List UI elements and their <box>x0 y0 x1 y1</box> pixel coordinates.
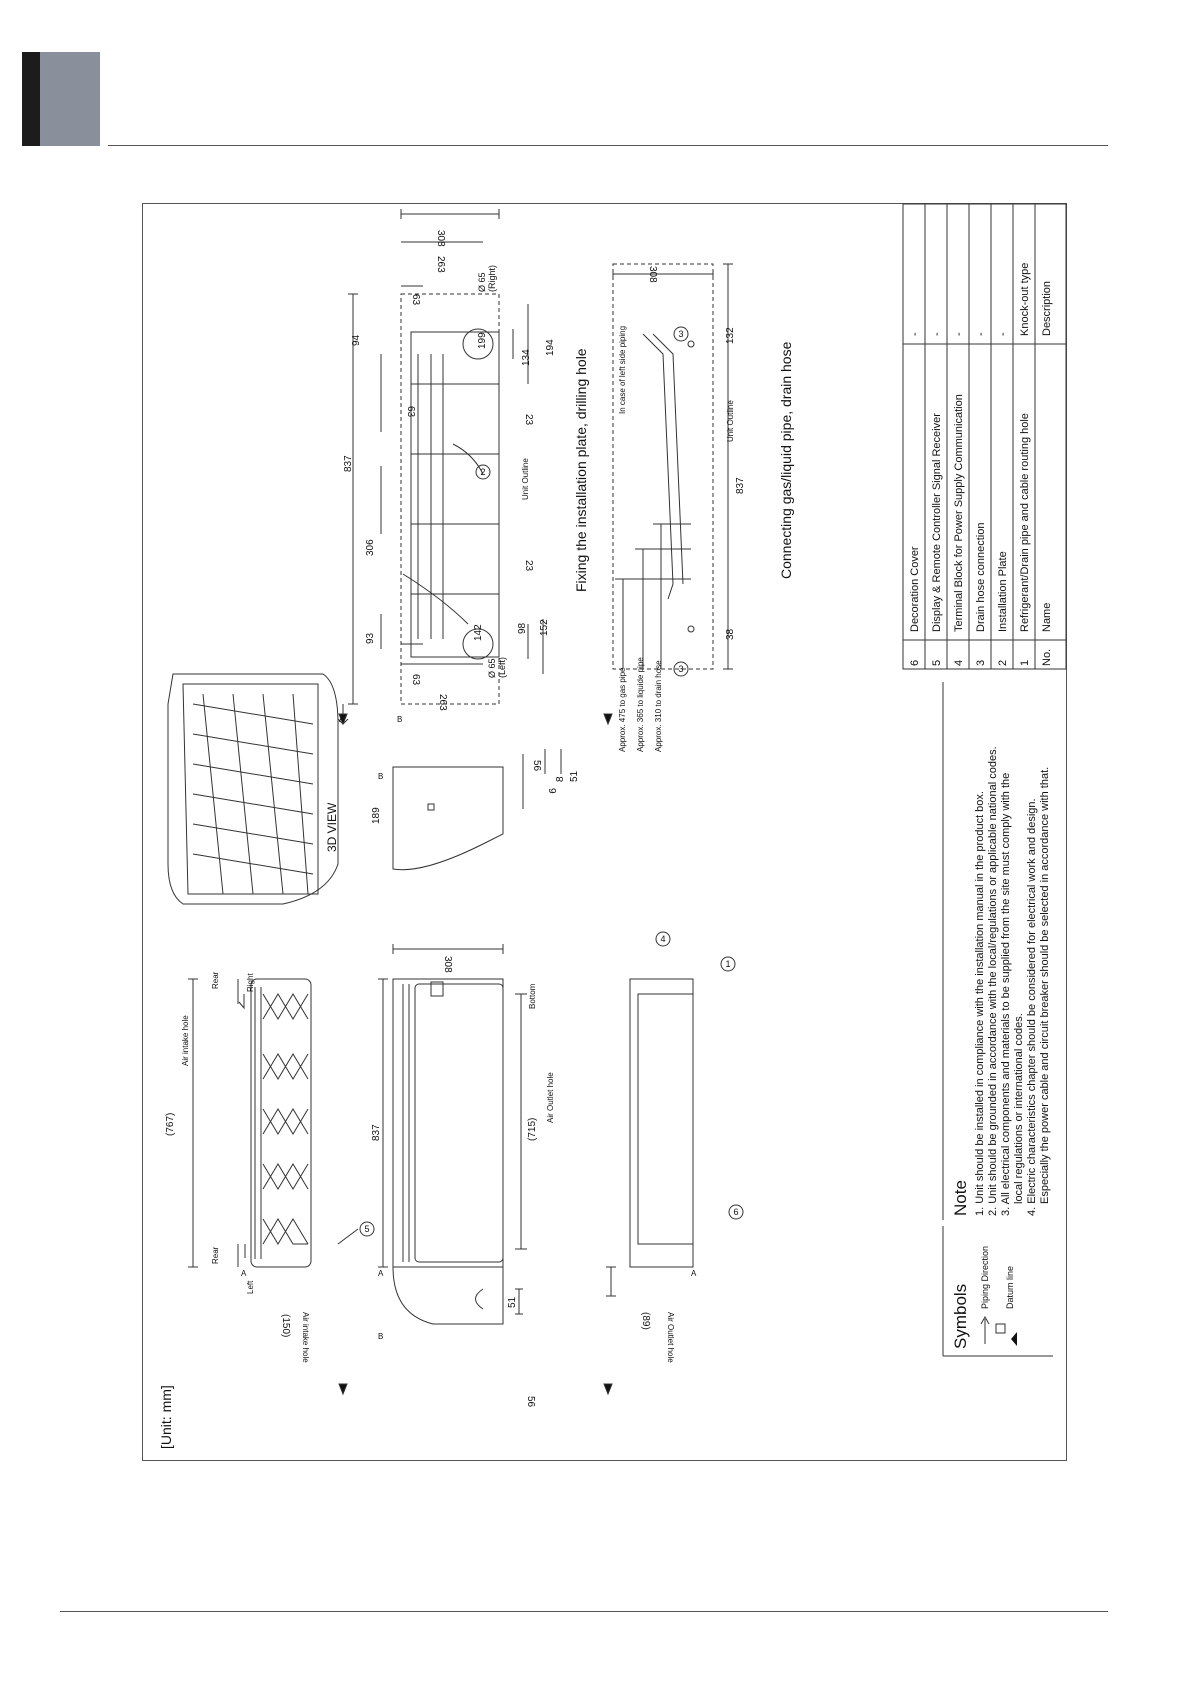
dim-51-left: 51 <box>507 1296 518 1308</box>
dim-94: 94 <box>351 334 362 346</box>
dim-89: (89) <box>640 1312 651 1330</box>
table-row-6-name: Decoration Cover <box>909 546 921 632</box>
table-row-3-desc: - <box>975 332 987 336</box>
liquid-pipe-label: Approx. 365 to liquide pipe <box>636 657 645 752</box>
gas-pipe-label: Approx. 475 to gas pipe <box>618 667 627 752</box>
chapter-tab-dark <box>22 52 40 146</box>
table-header-desc: Description <box>1041 280 1053 336</box>
bottom-view-unit <box>606 979 693 1296</box>
symbol-datum-label: Datum line <box>1005 1265 1015 1309</box>
footer-rule <box>60 1611 1108 1612</box>
unit-label: [Unit: mm] <box>158 1385 174 1449</box>
dim-837-plate: 837 <box>343 455 354 472</box>
table-row-5-name: Display & Remote Controller Signal Receiver <box>931 413 943 632</box>
view3d-title: 3D VIEW <box>325 802 339 852</box>
table-row-3-no: 3 <box>975 659 987 666</box>
note-line-2: 2. Unit should be grounded in accordance with the local/regulations or applicable national codes. <box>987 746 999 1216</box>
datum-a-4: A <box>339 715 345 724</box>
plate-section-title: Fixing the installation plate, drilling hole <box>573 348 589 592</box>
unit-3d-view <box>168 674 338 904</box>
dim-38: 38 <box>725 628 736 640</box>
datum-line-icon <box>996 1324 1017 1346</box>
left-label: Left <box>246 1280 255 1294</box>
table-row-3-name: Drain hose connection <box>975 522 987 632</box>
dim-93: 93 <box>365 632 376 644</box>
symbols-title: Symbols <box>951 1283 970 1349</box>
dim-189: 189 <box>371 807 382 824</box>
table-row-1-desc: Knock-out type <box>1019 262 1031 336</box>
air-outlet-label: Air Outlet hole <box>546 1072 555 1123</box>
note-line-6: Especially the power cable and circuit breaker should be selected in accordance with that. <box>1039 766 1051 1204</box>
hole-left-label-b: (Left) <box>497 656 507 678</box>
drain-hose-label: Approx. 310 to drain hose <box>654 660 663 752</box>
datum-b-1: B <box>378 1332 384 1341</box>
dim-837-pipe: 837 <box>735 477 746 494</box>
dim-308-pipe: 308 <box>647 266 658 283</box>
table-row-2-no: 2 <box>997 659 1009 666</box>
bottom-label: Bottom <box>528 983 537 1009</box>
dim-308-top-view: 308 <box>442 956 453 973</box>
table-row-1-name: Refrigerant/Drain pipe and cable routing hole <box>1019 413 1031 632</box>
table-row-4-name: Terminal Block for Power Supply Communication <box>953 394 965 632</box>
datum-a-2: A <box>378 1269 384 1278</box>
pipe-connection-drawing <box>613 264 733 669</box>
datum-b-3: B <box>397 715 403 724</box>
dim-837-top-view: 837 <box>371 1124 382 1141</box>
rear-label-bottom: Rear <box>211 1246 220 1264</box>
dim-63-top: 63 <box>410 294 421 306</box>
unit-outline-label: Unit Outline <box>521 458 530 500</box>
table-header-no: No. <box>1041 648 1053 666</box>
note-text <box>951 746 1051 1216</box>
chapter-tab <box>40 52 100 146</box>
dim-23-top: 23 <box>523 414 534 426</box>
dim-23-bottom: 23 <box>523 560 534 572</box>
table-row-5-no: 5 <box>931 659 943 666</box>
unit-outline-label-2: Unit Outline <box>726 400 735 442</box>
callout-4: 4 <box>660 934 666 944</box>
callout-3-b: 3 <box>678 664 684 674</box>
dim-194: 194 <box>545 339 556 356</box>
dim-142: 142 <box>473 624 484 641</box>
parts-table-text <box>909 263 1053 666</box>
datum-a-1: A <box>241 1269 247 1278</box>
hole-right-label-b: (Right) <box>487 264 497 292</box>
callout-3-a: 3 <box>678 329 684 339</box>
hole-right-label-a: Ø 65 <box>477 272 487 292</box>
datum-b-2: B <box>378 772 384 781</box>
dim-306: 306 <box>365 539 376 556</box>
dim-134: 134 <box>521 349 532 366</box>
table-row-4-no: 4 <box>953 659 965 666</box>
callout-2: 2 <box>480 467 486 477</box>
dim-132: 132 <box>725 327 736 344</box>
note-line-5: 4. Electric characteristics chapter should be considered for electrical work and design. <box>1026 798 1038 1216</box>
table-row-6-no: 6 <box>909 659 921 666</box>
symbol-piping-label: Piping Direction <box>980 1245 990 1309</box>
note-line-1: 1. Unit should be installed in compliance with the installation manual in the product box. <box>974 791 986 1216</box>
hole-left-label-a: Ø 65 <box>487 658 497 678</box>
dimensional-drawing <box>143 204 1066 1460</box>
rear-label-top: Rear <box>211 971 220 989</box>
air-outlet-label-2: Air Outlet hole <box>666 1312 675 1363</box>
front-view-unit <box>188 979 311 1267</box>
table-row-5-desc: - <box>931 332 943 336</box>
callout-6: 6 <box>733 1207 739 1217</box>
dim-263-top: 263 <box>435 256 446 273</box>
callout-1: 1 <box>725 959 731 969</box>
pipe-section-title: Connecting gas/liquid pipe, drain hose <box>778 341 794 579</box>
dim-63-mid: 63 <box>405 406 416 418</box>
side-view-left <box>393 1267 523 1324</box>
dim-152: 152 <box>539 619 550 636</box>
air-intake-label-2: Air intake hole <box>301 1312 310 1363</box>
table-row-1-no: 1 <box>1019 659 1031 666</box>
piping-direction-icon <box>981 1317 989 1344</box>
callout-5: 5 <box>364 1224 370 1234</box>
table-header-name: Name <box>1041 602 1053 632</box>
note-line-4: local regulations or international codes. <box>1013 1013 1025 1204</box>
left-side-piping-label: In case of left side piping <box>618 325 627 414</box>
dim-98: 98 <box>517 622 528 634</box>
dim-199: 199 <box>477 332 488 349</box>
table-row-4-desc: - <box>953 332 965 336</box>
table-row-2-name: Installation Plate <box>997 551 1009 632</box>
dim-715: (715) <box>527 1117 538 1141</box>
table-row-6-desc: - <box>909 332 921 336</box>
installation-plate <box>338 209 543 724</box>
dim-63-bottom: 63 <box>410 674 421 686</box>
dim-263-bottom: 263 <box>437 694 448 711</box>
datum-a-3: A <box>691 1269 697 1278</box>
table-row-2-desc: - <box>997 332 1009 336</box>
callout-circles <box>338 327 743 1244</box>
note-title: Note <box>951 1180 970 1216</box>
dim-51-right: 51 <box>569 770 580 782</box>
note-line-3: 3. All electrical components and materials to be supplied from the site must comply with the <box>1000 772 1012 1216</box>
dim-767: (767) <box>165 1112 176 1136</box>
air-intake-label: Air intake hole <box>181 1015 190 1066</box>
right-label: Right <box>246 973 255 992</box>
dim-56-right: 56 <box>531 760 542 772</box>
header-rule <box>108 145 1108 146</box>
dim-56-left: 56 <box>525 1396 536 1408</box>
dimension-values <box>165 230 746 1408</box>
symbols-text <box>951 1246 1017 1349</box>
dim-308-plate: 308 <box>435 230 446 247</box>
dim-8: 8 <box>555 776 566 782</box>
dim-9: 9 <box>546 788 557 794</box>
dim-150: (150) <box>280 1314 291 1338</box>
top-view-unit <box>378 944 527 1267</box>
